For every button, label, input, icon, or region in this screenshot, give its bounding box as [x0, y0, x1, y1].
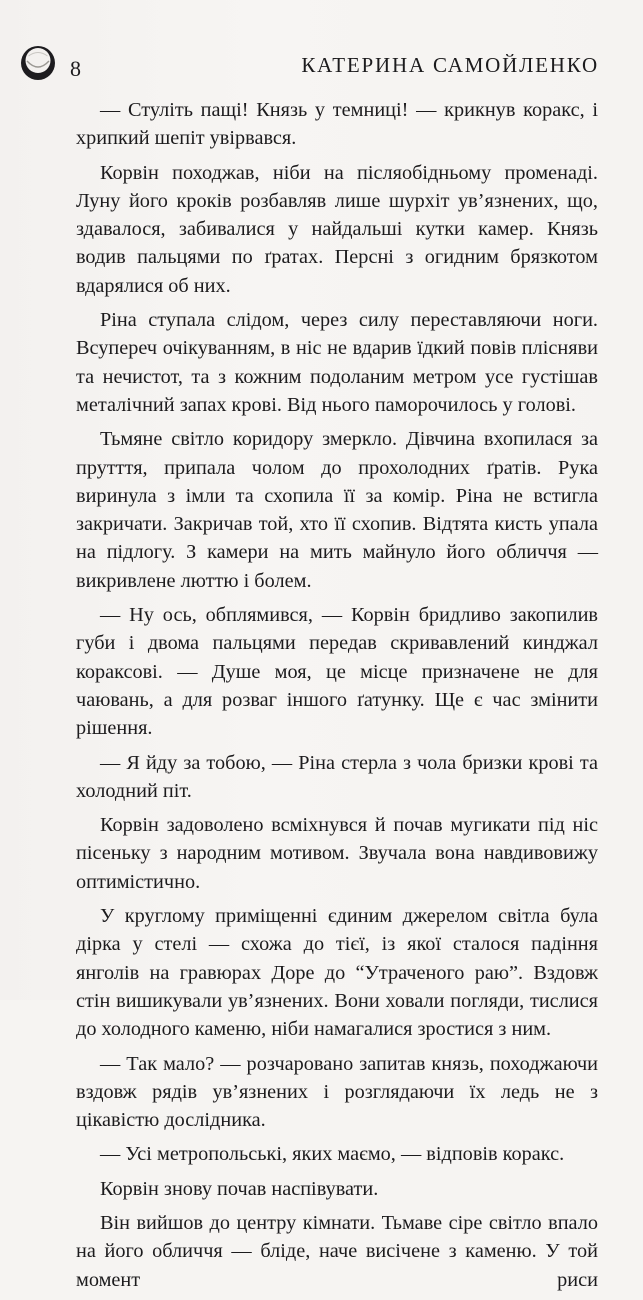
- paragraph: — Усі метропольські, яких маємо, — відповів коракс.: [100, 1143, 565, 1166]
- paragraph: У круглому приміщенні єдиним джерелом світла була дірка у стелі — схожа до тієї, із якої сталося падіння янголів на гравюрах Доре до “Утраченого раю”. Вздовж стін вишикували ув’язнених. Вони ховали погляди, тислися до холодного каменю, ніби намагалися зростися з ним.: [76, 905, 598, 1041]
- paragraph: — Я йду за тобою, — Ріна стерла з чола бризки крові та холодний піт.: [76, 751, 598, 802]
- circle-emblem-icon: [19, 44, 57, 82]
- paragraph: — Стуліть пащі! Князь у темниці! — крикнув коракс, і хрипкий шепіт увірвався.: [76, 99, 598, 150]
- paragraph: Корвін задоволено всміхнувся й почав мугикати під ніс пісеньку з народним мотивом. Звучала вона навдивовижу оптимістично.: [76, 814, 598, 893]
- paragraph: Він вийшов до центру кімнати. Тьмаве сіре світло впало на його обличчя — бліде, наче висічене з каменю. У той момент риси: [76, 1211, 598, 1291]
- paragraph: Тьмяне світло коридору змеркло. Дівчина вхопилася за прутття, припала чолом до прохолодних ґратів. Рука виринула з імли та схопила її за комір. Ріна не встигла закричати. Закричав той, хто її схопив. Відтята кисть упала на підлогу. З камери на мить майнуло його обличчя — викривлене люттю і болем.: [76, 428, 598, 592]
- body-text: [76, 96, 598, 1300]
- page-number: 8: [70, 56, 82, 81]
- paragraph: Корвін походжав, ніби на післяобідньому променаді. Луну його кроків розбавляв лише шурхіт ув’язнених, що, здавалося, забивалися у найдальші кутки камер. Князь водив пальцями по ґратах. Персні з огидним брязкотом вдарялися об них.: [76, 161, 598, 297]
- running-head-author: КАТЕРИНА САМОЙЛЕНКО: [301, 53, 599, 77]
- paragraph: Корвін знову почав наспівувати.: [100, 1177, 379, 1200]
- paragraph: — Так мало? — розчаровано запитав князь, походжаючи вздовж рядів ув’язнених і розглядаючи їх ледь не з цікавістю дослідника.: [76, 1052, 598, 1132]
- paragraph: Ріна ступала слідом, через силу переставляючи ноги. Всупереч очікуванням, в ніс не вдарив їдкий повів плісняви та нечистот, та з кожним подоланим метром усе густішав металічний запах крові. Від нього паморочилось у голові.: [76, 309, 598, 416]
- paragraph: — Ну ось, обплямився, — Корвін бридливо закопилив губи і двома пальцями передав скривавлений кинджал кораксові. — Душе моя, це місце призначене не для чаювань, а для розваг іншого ґатунку. Ще є час змінити рішення.: [76, 604, 598, 740]
